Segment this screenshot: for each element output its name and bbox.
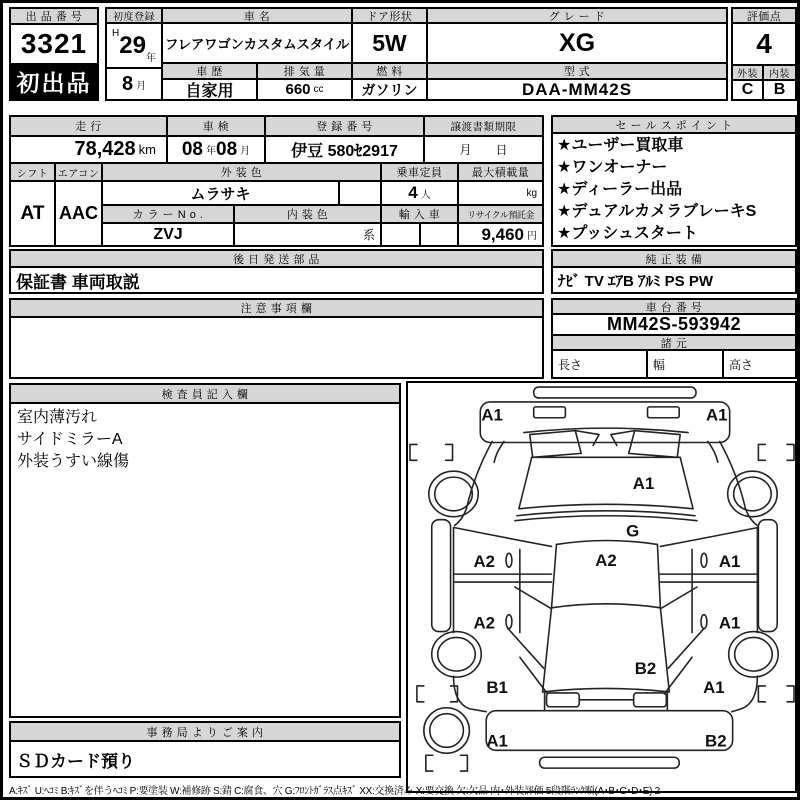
car-name-value: フレアワゴンカスタムスタイル [163,24,353,64]
damage-code-label: A1 [718,613,741,633]
exterior-grade-label: 外装 [733,66,764,81]
later-parts-label: 後 日 発 送 部 品 [11,251,542,268]
genuine-equipment-label: 純 正 装 備 [553,251,795,268]
import-label: 輸 入 車 [382,206,459,224]
inspector-note-line: 室内薄汚れ [17,409,98,426]
sales-point-item: ★ユーザー買取車 [557,137,684,154]
shift-label: シフト [11,164,56,182]
chassis-label: 車 台 番 号 [553,300,795,315]
mileage-value: 78,428 km [11,137,168,164]
office-info-box [9,721,401,778]
transfer-deadline-label: 譲渡書類期限 [425,117,542,137]
sales-point-item: ★デュアルカメラブレーキS [557,203,757,220]
score-box [731,7,797,101]
car-top-view-svg [408,383,795,791]
auction-number-label: 出 品 番 号 [11,9,97,25]
chassis-box [551,298,797,379]
era-letter: H [112,28,120,39]
damage-code-label: A1 [486,731,508,751]
car-outline [410,387,794,771]
score-label: 評価点 [733,9,795,24]
damage-code-label: A1 [632,474,655,494]
fuel-label: 燃 料 [353,64,428,80]
damage-code-label: A1 [481,405,503,425]
registration-value: 伊豆 580ｾ2917 [266,137,425,164]
recycle-label: リサイクル預託金 [459,206,542,224]
model-label: 型 式 [428,64,726,80]
damage-code-label: A1 [703,677,725,697]
displacement-label: 排 気 量 [258,64,353,80]
max-load-value: kg [459,182,542,206]
damage-code-label: A1 [706,405,728,425]
genuine-equipment-value: ﾅﾋﾞ TV ｴｱB ｱﾙﾐ PS PW [558,272,714,290]
office-info-label: 事 務 局 よ り ご 案 内 [11,723,399,742]
condition-table [9,115,544,247]
capacity-value: 4 人 [382,182,459,206]
sales-points-body [553,135,795,245]
car-name-label: 車 名 [163,9,353,24]
interior-grade-label: 内装 [764,66,795,81]
damage-code-label: A2 [473,613,495,633]
inspector-notes-box [9,383,401,718]
interior-color-value: 系 [235,224,382,245]
damage-code-label: B2 [705,731,727,751]
inspector-notes-body [15,407,395,712]
exterior-color-label: 外 装 色 [103,164,382,182]
grade-value: XG [428,24,726,64]
damage-code-label: B1 [486,677,508,697]
auction-number-value: 3321 [20,28,88,59]
damage-code-label: A2 [473,552,495,572]
office-info-value: ＳＤカード預り [16,751,135,771]
first-reg-label: 初度登録 [107,9,163,24]
exterior-color-value: ムラサキ [103,182,340,206]
inspector-notes-label: 検 査 員 記 入 欄 [11,385,399,404]
shift-value: AT [11,182,56,245]
score-value: 4 [733,24,795,66]
mileage-label: 走 行 [11,117,168,137]
damage-code-legend: A:ｷｽﾞ U:ﾍｺﾐ B:ｷｽﾞを伴うﾍｺﾐ P:要塗装 W:補修跡 S:錆 C:腐食、穴 G:ﾌﾛﾝﾄｶﾞﾗｽ点ｷｽﾞ XX:交換済み X:要交換 欠:欠品 内･外装評価 5段階ﾗﾝｸ順(A･B･C･D･E) 2 [9,786,660,797]
transfer-deadline-value: 月 日 [425,137,542,164]
sales-point-item: ★プッシュスタート [557,225,698,242]
damage-code-label: A1 [718,552,741,572]
inspection-value: 08 年 08 月 [168,137,266,164]
inspector-note-line: 外装うすい線傷 [17,453,130,470]
auction-number-box [9,7,99,101]
import-value-cell-1 [382,224,421,245]
notes-value [11,318,542,377]
fuel-value: ガソリン [353,80,428,99]
import-value-cell-2 [421,224,459,245]
later-parts-box [9,249,544,294]
max-load-label: 最大積載量 [459,164,542,182]
displacement-value: 660 cc [258,80,353,99]
capacity-label: 乗車定員 [382,164,459,182]
aircon-value: AAC [56,182,103,245]
inspection-label: 車 検 [168,117,266,137]
notes-label: 注 意 事 項 欄 [11,300,542,318]
exterior-color-extra-cell [340,182,382,206]
spec-length-label: 長さ [553,351,648,377]
exterior-grade-value: C [733,81,764,99]
first-reg-year: H 29 年 [107,24,163,69]
grade-label: グ レ ー ド [428,9,726,24]
recycle-value: 9,460 円 [481,224,537,244]
color-no-value: ZVJ [103,224,235,245]
damage-code-label: G [626,521,640,541]
vehicle-info-table [105,7,728,101]
spec-height-label: 高さ [729,357,754,372]
later-parts-value: 保証書 車両取説 [16,272,140,292]
spec-label: 諸 元 [553,336,795,351]
registration-label: 登 録 番 号 [266,117,425,137]
aircon-label: エアコン [56,164,103,182]
notes-box [9,298,544,379]
inspector-note-line: サイドミラーA [17,431,123,448]
first-reg-month: 8 月 [107,69,163,99]
interior-grade-value: B [773,81,786,98]
chassis-value: MM42S-593942 [553,315,795,336]
sales-point-item: ★ディーラー出品 [557,181,683,198]
damage-code-label: B2 [634,659,657,679]
sales-point-item: ★ワンオーナー [557,159,668,176]
genuine-equipment-box [551,249,797,294]
car-damage-diagram [406,381,797,793]
sales-points-label: セ ー ル ス ポ イ ン ト [553,117,795,134]
spec-width-label: 幅 [648,351,724,377]
sales-points-box [551,115,797,247]
door-label: ドア形状 [353,9,428,24]
interior-color-label: 内 装 色 [235,206,382,224]
door-value: 5W [353,24,428,64]
model-value: DAA-MM42S [521,80,633,99]
damage-code-label: A2 [595,551,617,571]
history-value: 自家用 [163,80,258,99]
history-label: 車 歴 [163,64,258,80]
first-listing-badge: 初出品 [11,63,97,99]
color-no-label: カ ラ ー N o . [103,206,235,224]
